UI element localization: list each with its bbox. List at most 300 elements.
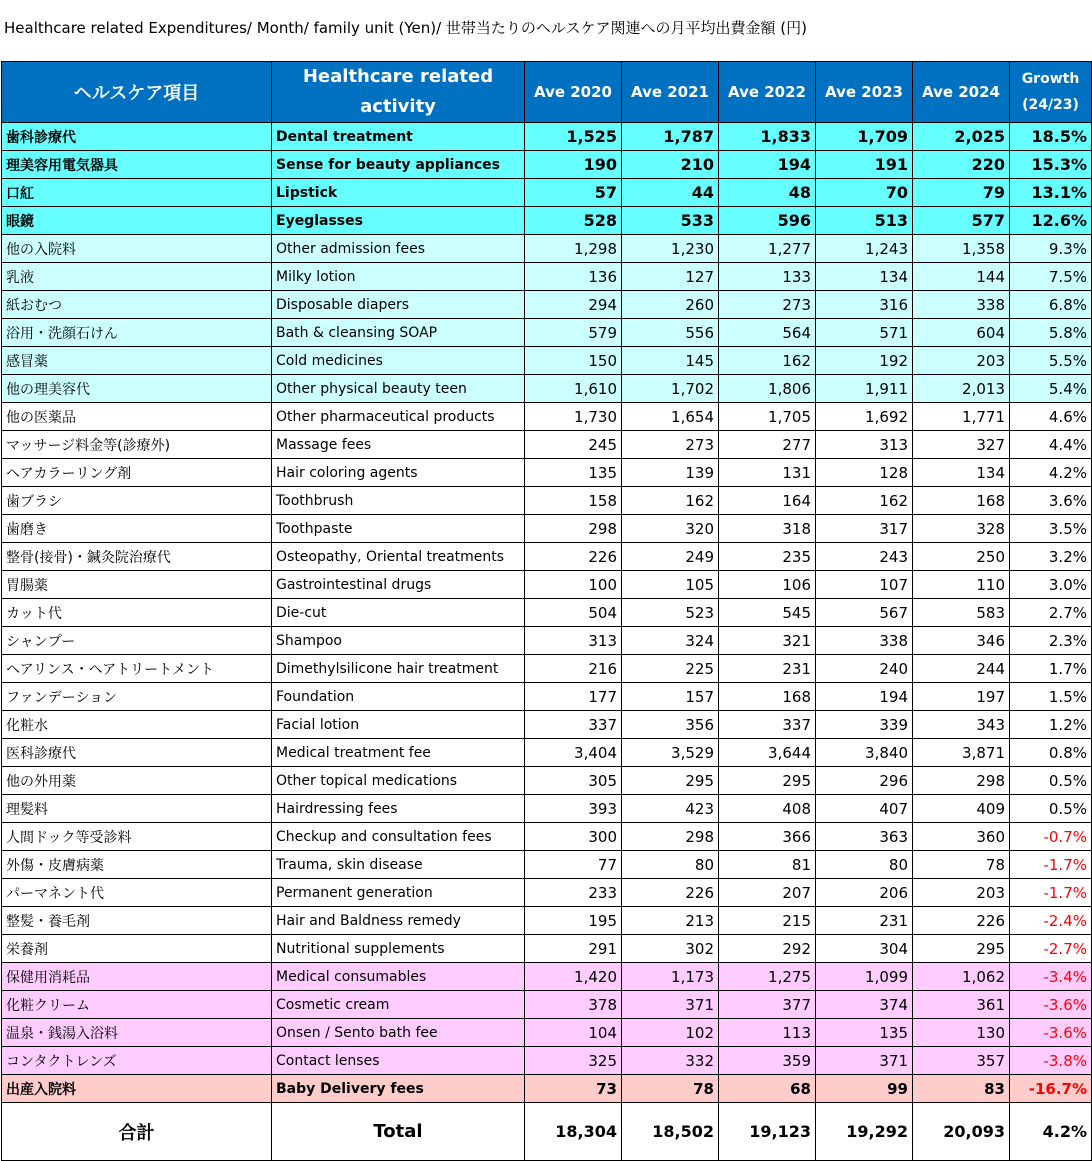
- item-en: Trauma, skin disease: [272, 851, 525, 879]
- year-value: 567: [816, 599, 913, 627]
- year-value: 158: [525, 487, 622, 515]
- year-value: 604: [913, 319, 1010, 347]
- item-jp: 歯科診療代: [2, 123, 272, 151]
- item-jp: シャンプー: [2, 627, 272, 655]
- year-value: 107: [816, 571, 913, 599]
- item-jp: 保健用消耗品: [2, 963, 272, 991]
- item-en: Sense for beauty appliances: [272, 151, 525, 179]
- year-value: 134: [913, 459, 1010, 487]
- year-value: 577: [913, 207, 1010, 235]
- item-en: Permanent generation: [272, 879, 525, 907]
- year-value: 99: [816, 1075, 913, 1103]
- year-value: 134: [816, 263, 913, 291]
- table-row: [2, 823, 1092, 851]
- year-value: 1,806: [719, 375, 816, 403]
- total-value: 19,123: [719, 1103, 816, 1161]
- item-jp: カット代: [2, 599, 272, 627]
- growth-value: 12.6%: [1010, 207, 1092, 235]
- year-value: 2,025: [913, 123, 1010, 151]
- growth-value: 1.7%: [1010, 655, 1092, 683]
- item-en: Cold medicines: [272, 347, 525, 375]
- year-value: 273: [622, 431, 719, 459]
- growth-value: -2.4%: [1010, 907, 1092, 935]
- growth-value: 4.2%: [1010, 459, 1092, 487]
- year-value: 226: [913, 907, 1010, 935]
- growth-value: 18.5%: [1010, 123, 1092, 151]
- year-value: 127: [622, 263, 719, 291]
- growth-value: 1.2%: [1010, 711, 1092, 739]
- table-row: [2, 851, 1092, 879]
- total-row: [2, 1103, 1092, 1161]
- year-value: 3,871: [913, 739, 1010, 767]
- year-value: 292: [719, 935, 816, 963]
- item-en: Osteopathy, Oriental treatments: [272, 543, 525, 571]
- year-value: 128: [816, 459, 913, 487]
- year-value: 533: [622, 207, 719, 235]
- year-value: 324: [622, 627, 719, 655]
- item-jp: 浴用・洗顔石けん: [2, 319, 272, 347]
- item-en: Shampoo: [272, 627, 525, 655]
- item-jp: 化粧クリーム: [2, 991, 272, 1019]
- year-value: 1,610: [525, 375, 622, 403]
- item-en: Other topical medications: [272, 767, 525, 795]
- year-value: 203: [913, 347, 1010, 375]
- growth-value: 3.2%: [1010, 543, 1092, 571]
- year-value: 78: [622, 1075, 719, 1103]
- item-en: Other pharmaceutical products: [272, 403, 525, 431]
- year-value: 1,099: [816, 963, 913, 991]
- page-title: Healthcare related Expenditures/ Month/ family unit (Yen)/ 世帯当たりのヘルスケア関連への月平均出費金額 (円): [4, 19, 807, 37]
- table-row: [2, 1047, 1092, 1075]
- year-value: 105: [622, 571, 719, 599]
- item-jp: ヘアカラーリング剤: [2, 459, 272, 487]
- year-value: 583: [913, 599, 1010, 627]
- growth-value: 3.6%: [1010, 487, 1092, 515]
- year-value: 298: [913, 767, 1010, 795]
- year-value: 191: [816, 151, 913, 179]
- item-jp: 胃腸薬: [2, 571, 272, 599]
- growth-value: 3.0%: [1010, 571, 1092, 599]
- year-value: 3,644: [719, 739, 816, 767]
- total-label-jp: 合計: [2, 1103, 272, 1161]
- year-value: 206: [816, 879, 913, 907]
- year-value: 3,840: [816, 739, 913, 767]
- table-row: [2, 655, 1092, 683]
- table-row: [2, 711, 1092, 739]
- growth-value: 6.8%: [1010, 291, 1092, 319]
- table-body: [2, 123, 1092, 1103]
- year-value: 337: [719, 711, 816, 739]
- year-value: 295: [622, 767, 719, 795]
- expenditure-table: [1, 61, 1092, 1161]
- item-en: Milky lotion: [272, 263, 525, 291]
- item-jp: 口紅: [2, 179, 272, 207]
- year-value: 300: [525, 823, 622, 851]
- table-row: [2, 487, 1092, 515]
- year-value: 135: [525, 459, 622, 487]
- item-en: Dental treatment: [272, 123, 525, 151]
- year-value: 226: [622, 879, 719, 907]
- item-en: Other physical beauty teen: [272, 375, 525, 403]
- year-value: 313: [816, 431, 913, 459]
- growth-value: 4.6%: [1010, 403, 1092, 431]
- item-en: Nutritional supplements: [272, 935, 525, 963]
- year-value: 164: [719, 487, 816, 515]
- header-year: Ave 2023: [816, 62, 913, 123]
- year-value: 1,709: [816, 123, 913, 151]
- table-row: [2, 627, 1092, 655]
- year-value: 1,525: [525, 123, 622, 151]
- growth-value: -1.7%: [1010, 851, 1092, 879]
- year-value: 260: [622, 291, 719, 319]
- year-value: 360: [913, 823, 1010, 851]
- item-jp: ヘアリンス・ヘアトリートメント: [2, 655, 272, 683]
- table-row: [2, 935, 1092, 963]
- item-jp: 整骨(接骨)・鍼灸院治療代: [2, 543, 272, 571]
- growth-value: 13.1%: [1010, 179, 1092, 207]
- year-value: 77: [525, 851, 622, 879]
- year-value: 371: [816, 1047, 913, 1075]
- total-value: 18,502: [622, 1103, 719, 1161]
- table-row: [2, 123, 1092, 151]
- year-value: 305: [525, 767, 622, 795]
- year-value: 192: [816, 347, 913, 375]
- year-value: 1,420: [525, 963, 622, 991]
- year-value: 296: [816, 767, 913, 795]
- table-row: [2, 459, 1092, 487]
- year-value: 339: [816, 711, 913, 739]
- year-value: 1,771: [913, 403, 1010, 431]
- growth-value: 4.4%: [1010, 431, 1092, 459]
- growth-value: 3.5%: [1010, 515, 1092, 543]
- year-value: 79: [913, 179, 1010, 207]
- year-value: 294: [525, 291, 622, 319]
- year-value: 338: [816, 627, 913, 655]
- growth-value: 5.4%: [1010, 375, 1092, 403]
- year-value: 3,529: [622, 739, 719, 767]
- year-value: 359: [719, 1047, 816, 1075]
- year-value: 337: [525, 711, 622, 739]
- year-value: 57: [525, 179, 622, 207]
- growth-value: 7.5%: [1010, 263, 1092, 291]
- year-value: 80: [622, 851, 719, 879]
- item-jp: 他の医薬品: [2, 403, 272, 431]
- item-jp: 温泉・銭湯入浴料: [2, 1019, 272, 1047]
- item-jp: 他の外用薬: [2, 767, 272, 795]
- item-en: Toothpaste: [272, 515, 525, 543]
- year-value: 408: [719, 795, 816, 823]
- year-value: 556: [622, 319, 719, 347]
- year-value: 194: [719, 151, 816, 179]
- year-value: 523: [622, 599, 719, 627]
- year-value: 295: [913, 935, 1010, 963]
- year-value: 304: [816, 935, 913, 963]
- year-value: 313: [525, 627, 622, 655]
- item-en: Disposable diapers: [272, 291, 525, 319]
- year-value: 1,730: [525, 403, 622, 431]
- item-en: Die-cut: [272, 599, 525, 627]
- year-value: 162: [719, 347, 816, 375]
- year-value: 1,358: [913, 235, 1010, 263]
- year-value: 197: [913, 683, 1010, 711]
- year-value: 1,702: [622, 375, 719, 403]
- year-value: 1,833: [719, 123, 816, 151]
- item-en: Facial lotion: [272, 711, 525, 739]
- year-value: 243: [816, 543, 913, 571]
- item-jp: 乳液: [2, 263, 272, 291]
- year-value: 318: [719, 515, 816, 543]
- table-row: [2, 151, 1092, 179]
- year-value: 1,705: [719, 403, 816, 431]
- growth-value: 1.5%: [1010, 683, 1092, 711]
- item-jp: 他の理美容代: [2, 375, 272, 403]
- year-value: 571: [816, 319, 913, 347]
- item-en: Other admission fees: [272, 235, 525, 263]
- table-row: [2, 431, 1092, 459]
- year-value: 377: [719, 991, 816, 1019]
- total-value: 20,093: [913, 1103, 1010, 1161]
- growth-value: 0.8%: [1010, 739, 1092, 767]
- year-value: 168: [719, 683, 816, 711]
- table-row: [2, 179, 1092, 207]
- table-row: [2, 907, 1092, 935]
- year-value: 145: [622, 347, 719, 375]
- table-row: [2, 235, 1092, 263]
- year-value: 83: [913, 1075, 1010, 1103]
- header-year: Ave 2022: [719, 62, 816, 123]
- table-row: [2, 515, 1092, 543]
- year-value: 332: [622, 1047, 719, 1075]
- total-growth: 4.2%: [1010, 1103, 1092, 1161]
- item-en: Lipstick: [272, 179, 525, 207]
- year-value: 277: [719, 431, 816, 459]
- year-value: 356: [622, 711, 719, 739]
- year-value: 68: [719, 1075, 816, 1103]
- year-value: 366: [719, 823, 816, 851]
- year-value: 216: [525, 655, 622, 683]
- year-value: 157: [622, 683, 719, 711]
- year-value: 545: [719, 599, 816, 627]
- header-year: Ave 2021: [622, 62, 719, 123]
- year-value: 195: [525, 907, 622, 935]
- item-en: Medical consumables: [272, 963, 525, 991]
- growth-value: 15.3%: [1010, 151, 1092, 179]
- table-row: [2, 683, 1092, 711]
- year-value: 1,692: [816, 403, 913, 431]
- year-value: 144: [913, 263, 1010, 291]
- year-value: 110: [913, 571, 1010, 599]
- year-value: 136: [525, 263, 622, 291]
- year-value: 346: [913, 627, 1010, 655]
- year-value: 150: [525, 347, 622, 375]
- item-en: Cosmetic cream: [272, 991, 525, 1019]
- item-en: Medical treatment fee: [272, 739, 525, 767]
- year-value: 44: [622, 179, 719, 207]
- year-value: 1,230: [622, 235, 719, 263]
- table-row: [2, 543, 1092, 571]
- table-row: [2, 571, 1092, 599]
- year-value: 1,298: [525, 235, 622, 263]
- item-jp: パーマネント代: [2, 879, 272, 907]
- item-en: Toothbrush: [272, 487, 525, 515]
- growth-value: -0.7%: [1010, 823, 1092, 851]
- item-jp: 理美容用電気器具: [2, 151, 272, 179]
- year-value: 1,062: [913, 963, 1010, 991]
- year-value: 250: [913, 543, 1010, 571]
- table-row: [2, 263, 1092, 291]
- year-value: 130: [913, 1019, 1010, 1047]
- year-value: 225: [622, 655, 719, 683]
- header-year: Ave 2024: [913, 62, 1010, 123]
- year-value: 363: [816, 823, 913, 851]
- header-en: Healthcare related activity: [272, 62, 525, 123]
- item-jp: マッサージ料金等(診療外): [2, 431, 272, 459]
- item-jp: 歯ブラシ: [2, 487, 272, 515]
- growth-value: -3.6%: [1010, 991, 1092, 1019]
- header-growth: Growth (24/23): [1010, 62, 1092, 123]
- year-value: 106: [719, 571, 816, 599]
- year-value: 233: [525, 879, 622, 907]
- year-value: 70: [816, 179, 913, 207]
- year-value: 249: [622, 543, 719, 571]
- year-value: 564: [719, 319, 816, 347]
- item-en: Contact lenses: [272, 1047, 525, 1075]
- year-value: 215: [719, 907, 816, 935]
- year-value: 295: [719, 767, 816, 795]
- item-jp: 紙おむつ: [2, 291, 272, 319]
- item-jp: 栄養剤: [2, 935, 272, 963]
- year-value: 393: [525, 795, 622, 823]
- table-row: [2, 291, 1092, 319]
- year-value: 596: [719, 207, 816, 235]
- year-value: 361: [913, 991, 1010, 1019]
- year-value: 207: [719, 879, 816, 907]
- table-row: [2, 347, 1092, 375]
- year-value: 100: [525, 571, 622, 599]
- year-value: 2,013: [913, 375, 1010, 403]
- year-value: 423: [622, 795, 719, 823]
- table-row: [2, 1075, 1092, 1103]
- growth-value: -16.7%: [1010, 1075, 1092, 1103]
- year-value: 226: [525, 543, 622, 571]
- year-value: 1,173: [622, 963, 719, 991]
- year-value: 409: [913, 795, 1010, 823]
- year-value: 213: [622, 907, 719, 935]
- item-en: Massage fees: [272, 431, 525, 459]
- item-en: Baby Delivery fees: [272, 1075, 525, 1103]
- year-value: 327: [913, 431, 1010, 459]
- growth-value: -2.7%: [1010, 935, 1092, 963]
- year-value: 371: [622, 991, 719, 1019]
- year-value: 1,243: [816, 235, 913, 263]
- year-value: 273: [719, 291, 816, 319]
- year-value: 244: [913, 655, 1010, 683]
- year-value: 220: [913, 151, 1010, 179]
- year-value: 1,277: [719, 235, 816, 263]
- year-value: 504: [525, 599, 622, 627]
- year-value: 231: [816, 907, 913, 935]
- growth-value: -3.4%: [1010, 963, 1092, 991]
- year-value: 298: [525, 515, 622, 543]
- year-value: 320: [622, 515, 719, 543]
- year-value: 407: [816, 795, 913, 823]
- year-value: 298: [622, 823, 719, 851]
- year-value: 1,275: [719, 963, 816, 991]
- growth-value: -3.6%: [1010, 1019, 1092, 1047]
- year-value: 240: [816, 655, 913, 683]
- item-jp: 化粧水: [2, 711, 272, 739]
- item-jp: 医科診療代: [2, 739, 272, 767]
- item-en: Foundation: [272, 683, 525, 711]
- growth-value: 5.8%: [1010, 319, 1092, 347]
- year-value: 80: [816, 851, 913, 879]
- table-row: [2, 963, 1092, 991]
- year-value: 168: [913, 487, 1010, 515]
- year-value: 104: [525, 1019, 622, 1047]
- year-value: 291: [525, 935, 622, 963]
- item-en: Dimethylsilicone hair treatment: [272, 655, 525, 683]
- total-label-en: Total: [272, 1103, 525, 1161]
- year-value: 235: [719, 543, 816, 571]
- year-value: 325: [525, 1047, 622, 1075]
- growth-value: 2.3%: [1010, 627, 1092, 655]
- table-row: [2, 739, 1092, 767]
- year-value: 317: [816, 515, 913, 543]
- table-row: [2, 319, 1092, 347]
- table-row: [2, 207, 1092, 235]
- item-en: Hair and Baldness remedy: [272, 907, 525, 935]
- table-row: [2, 879, 1092, 907]
- item-jp: 人間ドック等受診料: [2, 823, 272, 851]
- item-en: Hairdressing fees: [272, 795, 525, 823]
- item-en: Eyeglasses: [272, 207, 525, 235]
- year-value: 177: [525, 683, 622, 711]
- table-row: [2, 1019, 1092, 1047]
- item-en: Gastrointestinal drugs: [272, 571, 525, 599]
- growth-value: 0.5%: [1010, 767, 1092, 795]
- growth-value: -1.7%: [1010, 879, 1092, 907]
- year-value: 162: [816, 487, 913, 515]
- growth-value: 5.5%: [1010, 347, 1092, 375]
- table-row: [2, 767, 1092, 795]
- item-en: Onsen / Sento bath fee: [272, 1019, 525, 1047]
- year-value: 245: [525, 431, 622, 459]
- year-value: 194: [816, 683, 913, 711]
- growth-value: -3.8%: [1010, 1047, 1092, 1075]
- growth-value: 9.3%: [1010, 235, 1092, 263]
- year-value: 131: [719, 459, 816, 487]
- item-en: Hair coloring agents: [272, 459, 525, 487]
- item-jp: コンタクトレンズ: [2, 1047, 272, 1075]
- growth-value: 2.7%: [1010, 599, 1092, 627]
- growth-value: 0.5%: [1010, 795, 1092, 823]
- year-value: 133: [719, 263, 816, 291]
- year-value: 338: [913, 291, 1010, 319]
- header-jp: ヘルスケア項目: [2, 62, 272, 123]
- item-jp: 眼鏡: [2, 207, 272, 235]
- item-en: Bath & cleansing SOAP: [272, 319, 525, 347]
- year-value: 78: [913, 851, 1010, 879]
- item-en: Checkup and consultation fees: [272, 823, 525, 851]
- item-jp: ファンデーション: [2, 683, 272, 711]
- year-value: 102: [622, 1019, 719, 1047]
- total-value: 18,304: [525, 1103, 622, 1161]
- table-row: [2, 599, 1092, 627]
- year-value: 73: [525, 1075, 622, 1103]
- year-value: 1,787: [622, 123, 719, 151]
- year-value: 357: [913, 1047, 1010, 1075]
- year-value: 113: [719, 1019, 816, 1047]
